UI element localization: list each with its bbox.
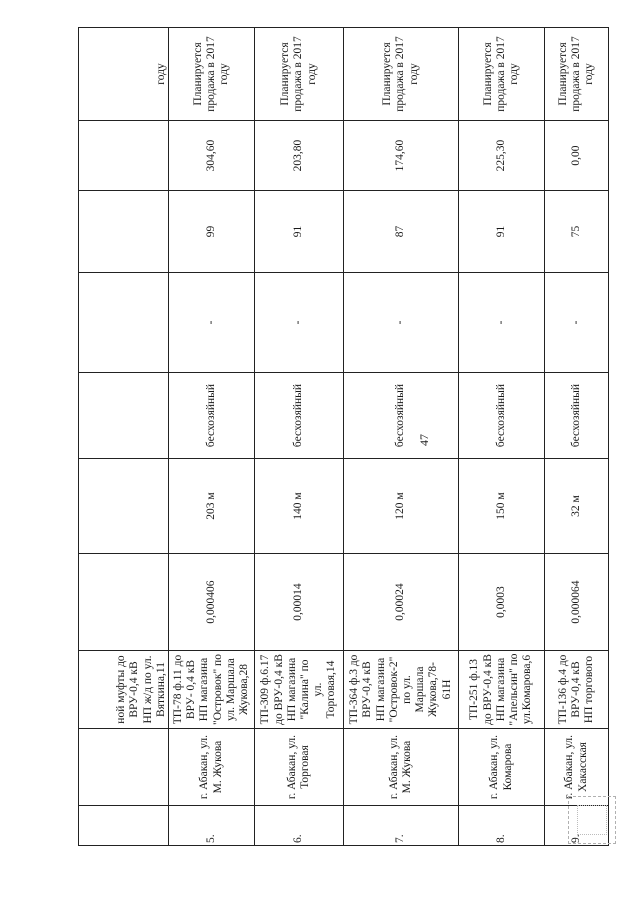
cell-description: ТП-251 ф.13 до ВРУ-0,4 кВ НП магазина "Апельсин" по ул.Комарова,6 xyxy=(459,651,545,729)
cell-percent: 75 xyxy=(545,191,609,273)
cell-amount: 225,30 xyxy=(459,121,545,191)
cell-value xyxy=(79,554,169,651)
cell-num: 7. xyxy=(344,806,459,846)
cell-status: Планируется продажа в 2017 году xyxy=(459,28,545,121)
rotated-table-wrapper xyxy=(78,28,608,846)
cell-dash: - xyxy=(545,273,609,373)
cell-value: 0,000064 xyxy=(545,554,609,651)
table-row xyxy=(459,28,545,846)
cell-amount xyxy=(79,121,169,191)
cell-value: 0,0003 xyxy=(459,554,545,651)
cell-num: 8. xyxy=(459,806,545,846)
cell-status: Планируется продажа в 2017 году xyxy=(344,28,459,121)
cell-description: ТП-136 ф.4 до ВРУ-0,4 кВ НП торгового xyxy=(545,651,609,729)
cell-dash: - xyxy=(459,273,545,373)
faint-stamp-mark xyxy=(568,796,616,844)
assets-table xyxy=(78,27,609,846)
cell-address xyxy=(79,729,169,806)
table-row xyxy=(545,28,609,846)
cell-value: 0,00024 xyxy=(344,554,459,651)
cell-dash xyxy=(79,273,169,373)
cell-num: 9. xyxy=(545,806,609,846)
table-row xyxy=(255,28,344,846)
cell-length xyxy=(79,459,169,554)
cell-status: Планируется продажа в 2017 году xyxy=(169,28,255,121)
page-number: 47 xyxy=(417,434,431,446)
cell-owner: бесхозяйный xyxy=(344,373,459,459)
cell-percent: 99 xyxy=(169,191,255,273)
cell-dash: - xyxy=(255,273,344,373)
cell-dash: - xyxy=(344,273,459,373)
cell-address: г. Абакан, ул. Комарова xyxy=(459,729,545,806)
cell-percent xyxy=(79,191,169,273)
cell-address: г. Абакан, ул. Торговая xyxy=(255,729,344,806)
cell-amount: 174,60 xyxy=(344,121,459,191)
cell-num: 6. xyxy=(255,806,344,846)
cell-description: ТП-309 ф.6.17 до ВРУ-0,4 кВ НП магазина "Калина" по ул. Торговая,14 xyxy=(255,651,344,729)
cell-status: году xyxy=(79,28,169,121)
cell-length: 203 м xyxy=(169,459,255,554)
cell-address: г. Абакан, ул. Хакасская xyxy=(545,729,609,806)
cell-length: 140 м xyxy=(255,459,344,554)
cell-address: г. Абакан, ул. М. Жукова xyxy=(344,729,459,806)
cell-amount: 304,60 xyxy=(169,121,255,191)
cell-amount: 0,00 xyxy=(545,121,609,191)
cell-percent: 91 xyxy=(459,191,545,273)
cell-length: 32 м xyxy=(545,459,609,554)
cell-amount: 203,80 xyxy=(255,121,344,191)
cell-length: 120 м xyxy=(344,459,459,554)
cell-owner: бесхозяйный xyxy=(255,373,344,459)
table-row xyxy=(169,28,255,846)
cell-dash: - xyxy=(169,273,255,373)
cell-owner: бесхозяйный xyxy=(459,373,545,459)
cell-status: Планируется продажа в 2017 году xyxy=(545,28,609,121)
cell-owner: бесхозяйный xyxy=(545,373,609,459)
cell-value: 0,000406 xyxy=(169,554,255,651)
cell-address: г. Абакан, ул. М. Жукова xyxy=(169,729,255,806)
cell-description: ТП-364 ф.3 до ВРУ-0,4 кВ НП магазина "Островок-2" по ул. Маршала Жукова,78-61Н xyxy=(344,651,459,729)
cell-percent: 87 xyxy=(344,191,459,273)
cell-length: 150 м xyxy=(459,459,545,554)
cell-owner xyxy=(79,373,169,459)
cell-description: ТП-78 ф.11 до ВРУ- 0,4 кВ НП магазина "Островок" по ул. Маршала Жукова,28 xyxy=(169,651,255,729)
table-row-continuation xyxy=(79,28,169,846)
cell-percent: 91 xyxy=(255,191,344,273)
cell-value: 0,00014 xyxy=(255,554,344,651)
cell-owner: бесхозяйный xyxy=(169,373,255,459)
table-row xyxy=(344,28,459,846)
cell-num: 5. xyxy=(169,806,255,846)
cell-description: ной муфты до ВРУ-0,4 кВ НП ж/д по ул. Вяткина,11 xyxy=(79,651,169,729)
cell-num xyxy=(79,806,169,846)
cell-status: Планируется продажа в 2017 году xyxy=(255,28,344,121)
